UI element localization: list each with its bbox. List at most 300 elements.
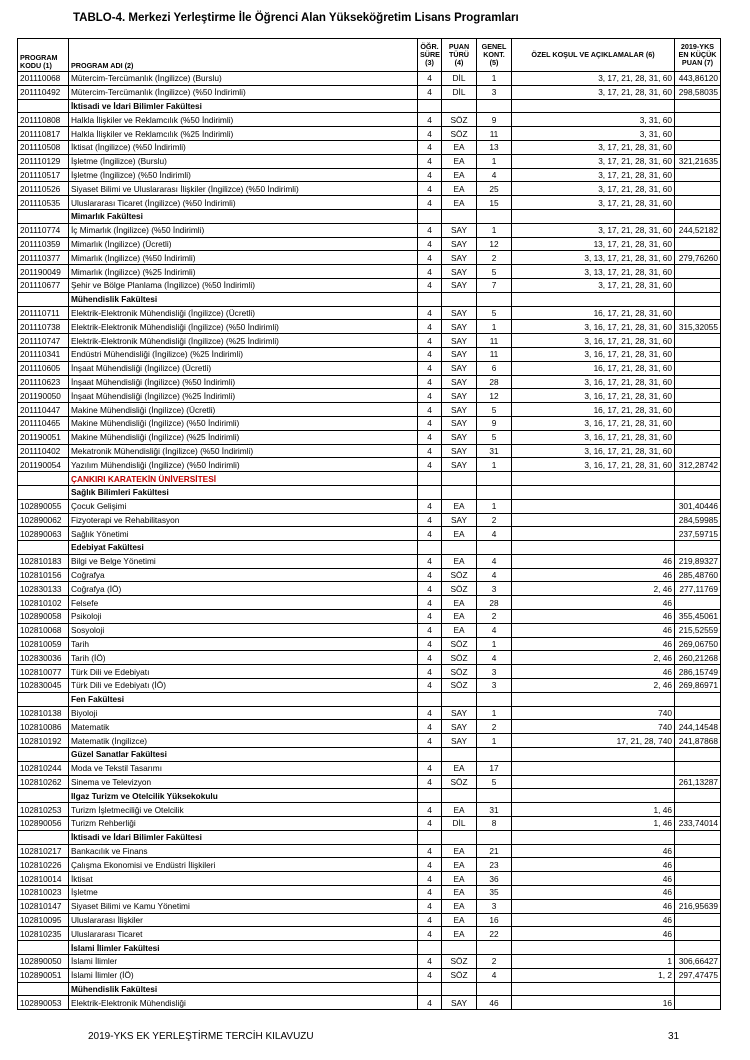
faculty-name: Edebiyat Fakültesi (71, 542, 144, 553)
table-row (18, 720, 721, 734)
empty-cell (18, 789, 69, 803)
conditions-cell: 2, 46 (512, 582, 675, 596)
empty-cell (442, 941, 477, 955)
duration-cell: 4 (418, 389, 442, 403)
min-score-cell: 241,87868 (675, 734, 721, 748)
conditions-cell: 1 (512, 955, 675, 969)
quota-cell: 21 (477, 844, 512, 858)
program-name-cell: Uluslararası Ticaret (69, 927, 418, 941)
empty-cell (418, 830, 442, 844)
min-score-cell: 315,32055 (675, 320, 721, 334)
empty-cell (675, 941, 721, 955)
duration-cell: 4 (418, 527, 442, 541)
table-row (18, 679, 721, 693)
program-code-cell: 201110377 (18, 251, 69, 265)
conditions-cell: 46 (512, 844, 675, 858)
duration-cell: 4 (418, 458, 442, 472)
table-row (18, 140, 721, 154)
program-code-cell: 201110747 (18, 334, 69, 348)
score-type-cell: EA (442, 761, 477, 775)
empty-cell (675, 830, 721, 844)
empty-cell (442, 789, 477, 803)
program-name-cell: Tarih (İÖ) (69, 651, 418, 665)
duration-cell: 4 (418, 196, 442, 210)
quota-cell: 11 (477, 127, 512, 141)
conditions-cell: 46 (512, 913, 675, 927)
conditions-cell: 1, 46 (512, 803, 675, 817)
min-score-cell: 244,14548 (675, 720, 721, 734)
quota-cell: 5 (477, 265, 512, 279)
program-name-cell: Sosyoloji (69, 623, 418, 637)
empty-cell (675, 472, 721, 486)
faculty-heading-row (18, 485, 721, 499)
duration-cell: 4 (418, 996, 442, 1010)
program-name-cell: Çocuk Gelişimi (69, 499, 418, 513)
program-name-cell: İktisat (İngilizce) (%50 İndirimli) (69, 140, 418, 154)
quota-cell: 2 (477, 720, 512, 734)
min-score-cell (675, 196, 721, 210)
program-name-cell: İnşaat Mühendisliği (İngilizce) (%25 İndirimli) (69, 389, 418, 403)
faculty-name-cell (69, 541, 418, 555)
min-score-cell (675, 996, 721, 1010)
score-type-cell: SAY (442, 278, 477, 292)
program-code-cell: 102810014 (18, 872, 69, 886)
min-score-cell: 284,59985 (675, 513, 721, 527)
table-row (18, 706, 721, 720)
table-row (18, 113, 721, 127)
program-code-cell: 102830133 (18, 582, 69, 596)
score-type-cell: SAY (442, 403, 477, 417)
quota-cell: 17 (477, 761, 512, 775)
program-code-cell: 102810095 (18, 913, 69, 927)
header-quota: GENEL KONT. (5) (477, 39, 512, 72)
duration-cell: 4 (418, 651, 442, 665)
score-type-cell: SÖZ (442, 665, 477, 679)
program-code-cell: 102890055 (18, 499, 69, 513)
duration-cell: 4 (418, 334, 442, 348)
conditions-cell (512, 499, 675, 513)
program-code-cell: 102830045 (18, 679, 69, 693)
program-code-cell: 102830036 (18, 651, 69, 665)
quota-cell: 25 (477, 182, 512, 196)
score-type-cell: EA (442, 154, 477, 168)
table-row (18, 278, 721, 292)
table-row (18, 375, 721, 389)
program-name-cell: İşletme (69, 886, 418, 900)
empty-cell (477, 830, 512, 844)
min-score-cell (675, 347, 721, 361)
table-row (18, 306, 721, 320)
program-code-cell: 201110492 (18, 85, 69, 99)
program-name-cell: İşletme (İngilizce) (Burslu) (69, 154, 418, 168)
program-name-cell: Mütercim-Tercümanlık (İngilizce) (Burslu) (69, 72, 418, 86)
program-name-cell: Elektrik-Elektronik Mühendisliği (İngilizce) (%25 İndirimli) (69, 334, 418, 348)
table-header-row (18, 39, 721, 72)
faculty-heading-row (18, 748, 721, 762)
duration-cell: 4 (418, 430, 442, 444)
empty-cell (477, 748, 512, 762)
empty-cell (442, 292, 477, 306)
program-code-cell: 201110508 (18, 140, 69, 154)
header-conditions: ÖZEL KOŞUL VE AÇIKLAMALAR (6) (512, 39, 675, 72)
min-score-cell: 219,89327 (675, 554, 721, 568)
conditions-cell (512, 761, 675, 775)
quota-cell: 2 (477, 955, 512, 969)
score-type-cell: SAY (442, 458, 477, 472)
faculty-heading-row (18, 830, 721, 844)
quota-cell: 2 (477, 251, 512, 265)
duration-cell: 4 (418, 554, 442, 568)
score-type-cell: EA (442, 803, 477, 817)
program-code-cell: 102810023 (18, 886, 69, 900)
quota-cell: 8 (477, 817, 512, 831)
duration-cell: 4 (418, 610, 442, 624)
header-program-name: PROGRAM ADI (2) (69, 39, 418, 72)
program-code-cell: 201110402 (18, 444, 69, 458)
table-row (18, 637, 721, 651)
min-score-cell (675, 168, 721, 182)
empty-cell (675, 982, 721, 996)
empty-cell (512, 748, 675, 762)
table-row (18, 127, 721, 141)
program-name-cell: İşletme (İngilizce) (%50 İndirimli) (69, 168, 418, 182)
empty-cell (477, 692, 512, 706)
empty-cell (418, 541, 442, 555)
score-type-cell: SÖZ (442, 582, 477, 596)
quota-cell: 3 (477, 899, 512, 913)
duration-cell: 4 (418, 182, 442, 196)
university-name-cell (69, 472, 418, 486)
score-type-cell: EA (442, 196, 477, 210)
quota-cell: 1 (477, 223, 512, 237)
conditions-cell: 17, 21, 28, 740 (512, 734, 675, 748)
empty-cell (477, 99, 512, 113)
score-type-cell: EA (442, 168, 477, 182)
conditions-cell: 46 (512, 610, 675, 624)
program-code-cell: 201110711 (18, 306, 69, 320)
table-row (18, 623, 721, 637)
quota-cell: 1 (477, 637, 512, 651)
conditions-cell: 16 (512, 996, 675, 1010)
table-row (18, 858, 721, 872)
faculty-name: Mühendislik Fakültesi (71, 294, 158, 305)
empty-cell (418, 292, 442, 306)
score-type-cell: EA (442, 858, 477, 872)
quota-cell: 6 (477, 361, 512, 375)
quota-cell: 2 (477, 513, 512, 527)
quota-cell: 35 (477, 886, 512, 900)
empty-cell (442, 209, 477, 223)
empty-cell (442, 748, 477, 762)
conditions-cell: 3, 17, 21, 28, 31, 60 (512, 278, 675, 292)
conditions-cell: 16, 17, 21, 28, 31, 60 (512, 403, 675, 417)
empty-cell (477, 485, 512, 499)
conditions-cell: 3, 16, 17, 21, 28, 31, 60 (512, 430, 675, 444)
empty-cell (675, 789, 721, 803)
faculty-name-cell (69, 692, 418, 706)
table-row (18, 237, 721, 251)
program-name-cell: Endüstri Mühendisliği (İngilizce) (%25 İndirimli) (69, 347, 418, 361)
duration-cell: 4 (418, 237, 442, 251)
min-score-cell: 312,28742 (675, 458, 721, 472)
conditions-cell: 3, 16, 17, 21, 28, 31, 60 (512, 416, 675, 430)
min-score-cell (675, 182, 721, 196)
empty-cell (512, 485, 675, 499)
faculty-name: Ilgaz Turizm ve Otelcilik Yüksekokulu (71, 790, 218, 801)
duration-cell: 4 (418, 140, 442, 154)
duration-cell: 4 (418, 403, 442, 417)
duration-cell: 4 (418, 913, 442, 927)
conditions-cell: 3, 17, 21, 28, 31, 60 (512, 182, 675, 196)
faculty-name-cell (69, 789, 418, 803)
score-type-cell: EA (442, 596, 477, 610)
program-code-cell: 201190051 (18, 430, 69, 444)
table-row (18, 554, 721, 568)
program-code-cell: 102810068 (18, 623, 69, 637)
program-code-cell: 201110774 (18, 223, 69, 237)
quota-cell: 1 (477, 706, 512, 720)
table-row (18, 665, 721, 679)
duration-cell: 4 (418, 706, 442, 720)
min-score-cell (675, 913, 721, 927)
conditions-cell (512, 527, 675, 541)
duration-cell: 4 (418, 679, 442, 693)
quota-cell: 46 (477, 996, 512, 1010)
program-name-cell: İnşaat Mühendisliği (İngilizce) (%50 İndirimli) (69, 375, 418, 389)
program-code-cell: 201110517 (18, 168, 69, 182)
faculty-name-cell (69, 485, 418, 499)
quota-cell: 1 (477, 154, 512, 168)
program-code-cell: 102810253 (18, 803, 69, 817)
empty-cell (512, 541, 675, 555)
min-score-cell (675, 416, 721, 430)
faculty-name: Mimarlık Fakültesi (71, 211, 143, 222)
program-name-cell: Fizyoterapi ve Rehabilitasyon (69, 513, 418, 527)
conditions-cell (512, 513, 675, 527)
quota-cell: 7 (477, 278, 512, 292)
min-score-cell: 261,13287 (675, 775, 721, 789)
score-type-cell: SÖZ (442, 775, 477, 789)
empty-cell (18, 748, 69, 762)
empty-cell (442, 472, 477, 486)
program-name-cell: Yazılım Mühendisliği (İngilizce) (%50 İndirimli) (69, 458, 418, 472)
score-type-cell: EA (442, 844, 477, 858)
conditions-cell: 46 (512, 886, 675, 900)
min-score-cell (675, 872, 721, 886)
program-code-cell: 201110817 (18, 127, 69, 141)
empty-cell (512, 941, 675, 955)
duration-cell: 4 (418, 444, 442, 458)
empty-cell (512, 292, 675, 306)
empty-cell (477, 292, 512, 306)
duration-cell: 4 (418, 361, 442, 375)
program-code-cell: 102890063 (18, 527, 69, 541)
min-score-cell (675, 375, 721, 389)
program-name-cell: Bankacılık ve Finans (69, 844, 418, 858)
score-type-cell: EA (442, 913, 477, 927)
score-type-cell: SAY (442, 251, 477, 265)
duration-cell: 4 (418, 320, 442, 334)
quota-cell: 1 (477, 72, 512, 86)
conditions-cell: 3, 16, 17, 21, 28, 31, 60 (512, 375, 675, 389)
program-name-cell: Tarih (69, 637, 418, 651)
empty-cell (18, 830, 69, 844)
empty-cell (18, 541, 69, 555)
conditions-cell: 1, 2 (512, 968, 675, 982)
quota-cell: 12 (477, 389, 512, 403)
table-row (18, 927, 721, 941)
empty-cell (675, 99, 721, 113)
program-code-cell: 201110465 (18, 416, 69, 430)
score-type-cell: EA (442, 927, 477, 941)
min-score-cell (675, 430, 721, 444)
empty-cell (442, 541, 477, 555)
score-type-cell: SAY (442, 734, 477, 748)
min-score-cell (675, 127, 721, 141)
score-type-cell: SÖZ (442, 955, 477, 969)
program-name-cell: Sinema ve Televizyon (69, 775, 418, 789)
faculty-heading-row (18, 789, 721, 803)
conditions-cell: 3, 13, 17, 21, 28, 31, 60 (512, 265, 675, 279)
empty-cell (675, 541, 721, 555)
table-row (18, 761, 721, 775)
empty-cell (675, 292, 721, 306)
table-row (18, 844, 721, 858)
program-name-cell: Türk Dili ve Edebiyatı (69, 665, 418, 679)
duration-cell: 4 (418, 416, 442, 430)
quota-cell: 4 (477, 554, 512, 568)
table-row (18, 913, 721, 927)
min-score-cell (675, 334, 721, 348)
min-score-cell: 279,76260 (675, 251, 721, 265)
table-row (18, 361, 721, 375)
score-type-cell: SAY (442, 334, 477, 348)
conditions-cell: 46 (512, 899, 675, 913)
program-code-cell: 201110677 (18, 278, 69, 292)
conditions-cell: 46 (512, 596, 675, 610)
conditions-cell: 740 (512, 706, 675, 720)
conditions-cell: 46 (512, 568, 675, 582)
conditions-cell: 46 (512, 623, 675, 637)
program-code-cell: 201110447 (18, 403, 69, 417)
score-type-cell: SAY (442, 375, 477, 389)
empty-cell (512, 830, 675, 844)
footer-guide-title: 2019-YKS EK YERLEŞTİRME TERCİH KILAVUZU (88, 1031, 314, 1042)
duration-cell: 4 (418, 968, 442, 982)
conditions-cell (512, 775, 675, 789)
table-row (18, 610, 721, 624)
table-body (18, 72, 721, 1010)
score-type-cell: SAY (442, 513, 477, 527)
program-code-cell: 102810059 (18, 637, 69, 651)
table-row (18, 334, 721, 348)
header-min-score: 2019-YKS EN KÜÇÜK PUAN (7) (675, 39, 721, 72)
conditions-cell: 3, 31, 60 (512, 113, 675, 127)
conditions-cell: 3, 16, 17, 21, 28, 31, 60 (512, 334, 675, 348)
programs-table (17, 38, 721, 1010)
min-score-cell (675, 389, 721, 403)
score-type-cell: SAY (442, 320, 477, 334)
faculty-name: İktisadi ve İdari Bilimler Fakültesi (71, 832, 202, 843)
program-code-cell: 102810226 (18, 858, 69, 872)
empty-cell (418, 941, 442, 955)
duration-cell: 4 (418, 168, 442, 182)
table-row (18, 734, 721, 748)
quota-cell: 1 (477, 499, 512, 513)
quota-cell: 31 (477, 444, 512, 458)
duration-cell: 4 (418, 278, 442, 292)
score-type-cell: EA (442, 182, 477, 196)
program-code-cell: 201110605 (18, 361, 69, 375)
min-score-cell: 355,45061 (675, 610, 721, 624)
empty-cell (477, 472, 512, 486)
min-score-cell: 321,21635 (675, 154, 721, 168)
duration-cell: 4 (418, 251, 442, 265)
quota-cell: 2 (477, 610, 512, 624)
empty-cell (442, 485, 477, 499)
table-row (18, 403, 721, 417)
score-type-cell: SÖZ (442, 679, 477, 693)
conditions-cell: 2, 46 (512, 651, 675, 665)
conditions-cell: 3, 17, 21, 28, 31, 60 (512, 168, 675, 182)
quota-cell: 4 (477, 168, 512, 182)
min-score-cell: 298,58035 (675, 85, 721, 99)
min-score-cell (675, 761, 721, 775)
duration-cell: 4 (418, 154, 442, 168)
table-row (18, 513, 721, 527)
faculty-heading-row (18, 982, 721, 996)
program-name-cell: Elektrik-Elektronik Mühendisliği (İngilizce) (%50 İndirimli) (69, 320, 418, 334)
program-name-cell: Makine Mühendisliği (İngilizce) (%25 İndirimli) (69, 430, 418, 444)
duration-cell: 4 (418, 513, 442, 527)
program-name-cell: Şehir ve Bölge Planlama (İngilizce) (%50 İndirimli) (69, 278, 418, 292)
score-type-cell: DİL (442, 72, 477, 86)
empty-cell (18, 472, 69, 486)
min-score-cell: 260,21268 (675, 651, 721, 665)
program-code-cell: 201190050 (18, 389, 69, 403)
faculty-name-cell (69, 830, 418, 844)
conditions-cell: 3, 17, 21, 28, 31, 60 (512, 72, 675, 86)
program-name-cell: Mimarlık (İngilizce) (%50 İndirimli) (69, 251, 418, 265)
score-type-cell: SAY (442, 361, 477, 375)
min-score-cell: 215,52559 (675, 623, 721, 637)
table-row (18, 955, 721, 969)
program-code-cell: 102810235 (18, 927, 69, 941)
empty-cell (477, 789, 512, 803)
duration-cell: 4 (418, 72, 442, 86)
score-type-cell: SAY (442, 389, 477, 403)
quota-cell: 5 (477, 403, 512, 417)
score-type-cell: SAY (442, 720, 477, 734)
score-type-cell: SAY (442, 237, 477, 251)
program-name-cell: Makine Mühendisliği (İngilizce) (%50 İndirimli) (69, 416, 418, 430)
score-type-cell: SAY (442, 306, 477, 320)
min-score-cell (675, 927, 721, 941)
program-code-cell: 201190049 (18, 265, 69, 279)
empty-cell (512, 209, 675, 223)
quota-cell: 36 (477, 872, 512, 886)
empty-cell (418, 748, 442, 762)
conditions-cell: 740 (512, 720, 675, 734)
program-code-cell: 201110526 (18, 182, 69, 196)
empty-cell (512, 692, 675, 706)
table-row (18, 251, 721, 265)
empty-cell (18, 209, 69, 223)
table-row (18, 320, 721, 334)
quota-cell: 28 (477, 375, 512, 389)
conditions-cell: 3, 16, 17, 21, 28, 31, 60 (512, 389, 675, 403)
duration-cell: 4 (418, 306, 442, 320)
